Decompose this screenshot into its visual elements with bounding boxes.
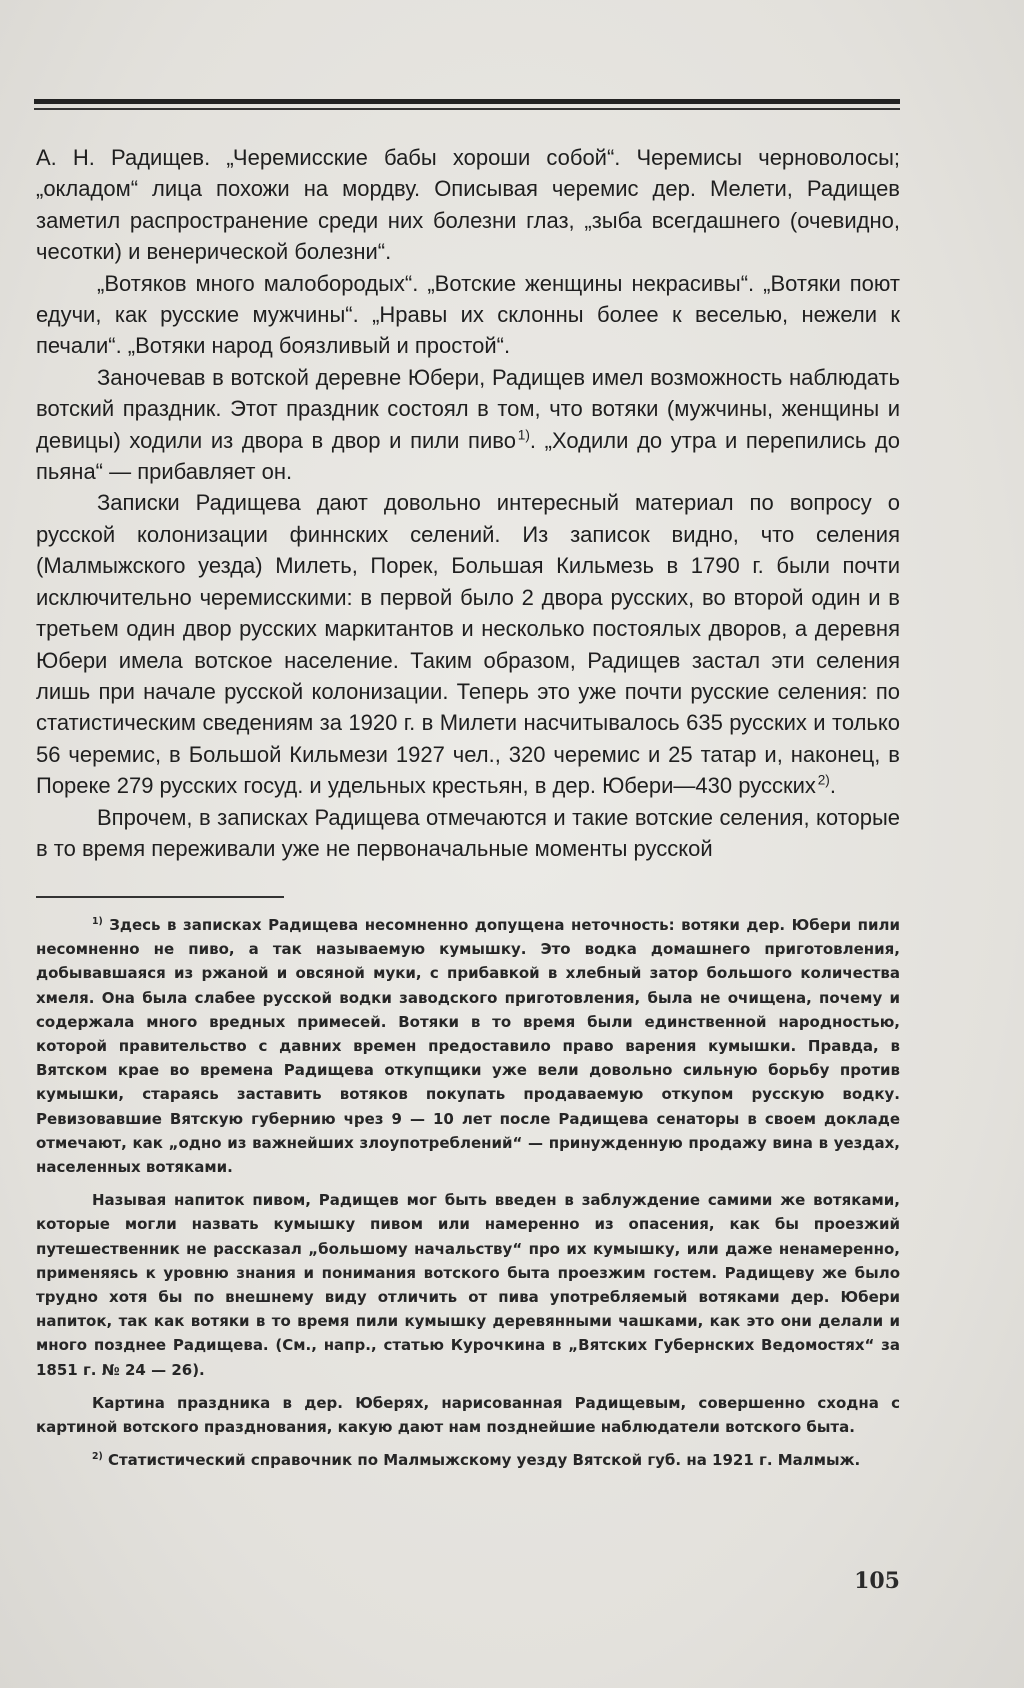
paragraph: „Вотяков много малобородых“. „Вотские женщины некрасивы“. „Вотяки поют едучи, как русские мужчины“. „Нравы их склонны более к веселью, нежели к печали“. „Вотяки народ боязливый и простой“. (36, 270, 900, 359)
paragraph: Заночевав в вотской деревне Юбери, Радищев имел возможность наблюдать вотский праздник. Этот праздник состоял в том, что вотяки (мужчины, женщины и девицы) ходили из двора в двор и пили пиво $^{1)}$. „Ходили до утра и перепились до пьяна“ — прибавляет он. (36, 364, 901, 485)
footnote-separator (36, 896, 284, 898)
footnote: Называя напиток пивом, Радищев мог быть введен в заблуждение самими же вотяками, которые могли назвать кумышку пивом или намеренно из опасения, как бы проезжий путешественник не рассказал „большому начальству“ про их кумышку, или даже ненамеренно, применяясь к уровню знания и понимания вотского быта проезжим гостем. Радищеву же было трудно хотя бы по внешнему виду отличить от пива употребляемый вотяками дер. Юбери напиток, так как вотяки в то время пили кумышку деревянными чашками, как это они делали и много позднее Радищева. (См., напр., статью Курочкина в „Вятских Губернских Ведомостях“ за 1851 г. № 24 — 26). (36, 1191, 900, 1379)
footnote-marker: 2) (92, 1451, 103, 1463)
footnote: Картина праздника в дер. Юберях, нарисованная Радищевым, совершенно сходна с картиной вотского празднования, какую дают нам позднейшие наблюдатели вотского быта. (36, 1393, 900, 1437)
footnote-marker: 1) (92, 916, 103, 927)
main-text (36, 142, 900, 864)
header-rule-thick (34, 99, 900, 104)
footnote: $^{2)}$ Статистический справочник по Малмыжскому уезду Вятской губ. на 1921 г. Малмыж. (92, 1451, 861, 1470)
header-rule-thin (34, 108, 900, 110)
paragraph: Впрочем, в записках Радищева отмечаются и такие вотские селения, которые в то время переживали уже не первоначальные моменты русской (36, 804, 900, 861)
page-number: 105 (854, 1568, 900, 1594)
paragraph: Записки Радищева дают довольно интересный материал по вопросу о русской колонизации финнских селений. Из записок видно, что селения (Малмыжского уезда) Милеть, Порек, Большая Кильмезь в 1790 г. были почти исключительно черемисскими: в первой было 2 двора русских, во второй один и в третьем один двор русских маркитантов и несколько постоялых дворов, а деревня Юбери имела вотское население. Таким образом, Радищев застал эти селения лишь при начале русской колонизации. Теперь это уже почти русские селения: по статистическим сведениям за 1920 г. в Милети насчитывалось 635 русских и только 56 черемис, в Большой Кильмези 1927 чел., 320 черемис и 25 татар и, наконец, в Пореке 279 русских госуд. и удельных крестьян, в дер. Юбери—430 русских $^{2)}$. (36, 490, 900, 799)
footnote-ref: 2) (817, 772, 830, 788)
paragraph: А. Н. Радищев. „Черемисские бабы хороши собой“. Черемисы черноволосы; „окладом“ лица похожи на мордву. Описывая черемис дер. Мелети, Радищев заметил распространение среди них болезни глаз, „зыба всегдашнего (очевидно, чесотки) и венерической болезни“. (36, 145, 900, 265)
footnote: $^{1)}$ Здесь в записках Радищева несомненно допущена неточность: вотяки дер. Юбери пили несомненно не пиво, а так называемую кумышку. Это водка домашнего приготовления, добывавшаяся из ржаной и овсяной муки, с прибавкой в хлебный затор большого количества хмеля. Она была слабее русской водки заводского приготовления, была не очищена, почему и содержала много вредных примесей. Вотяки в то время были единственной народностью, которой правительство с давних времен предоставило право варения кумышки. Правда, в Вятском крае во времена Радищева откупщики уже вели довольно сильную борьбу против кумышки, стараясь заставить вотяков покупать продаваемую откупом русскую водку. Ревизовавшие Вятскую губернию чрез 9 — 10 лет после Радищева сенаторы в своем докладе отмечают, как „одно из важнейших злоупотреблений“ — принужденную продажу вина в уездах, населенных вотяками. (36, 916, 900, 1177)
footnote-ref: 1) (517, 427, 530, 443)
footnotes (36, 913, 900, 1472)
